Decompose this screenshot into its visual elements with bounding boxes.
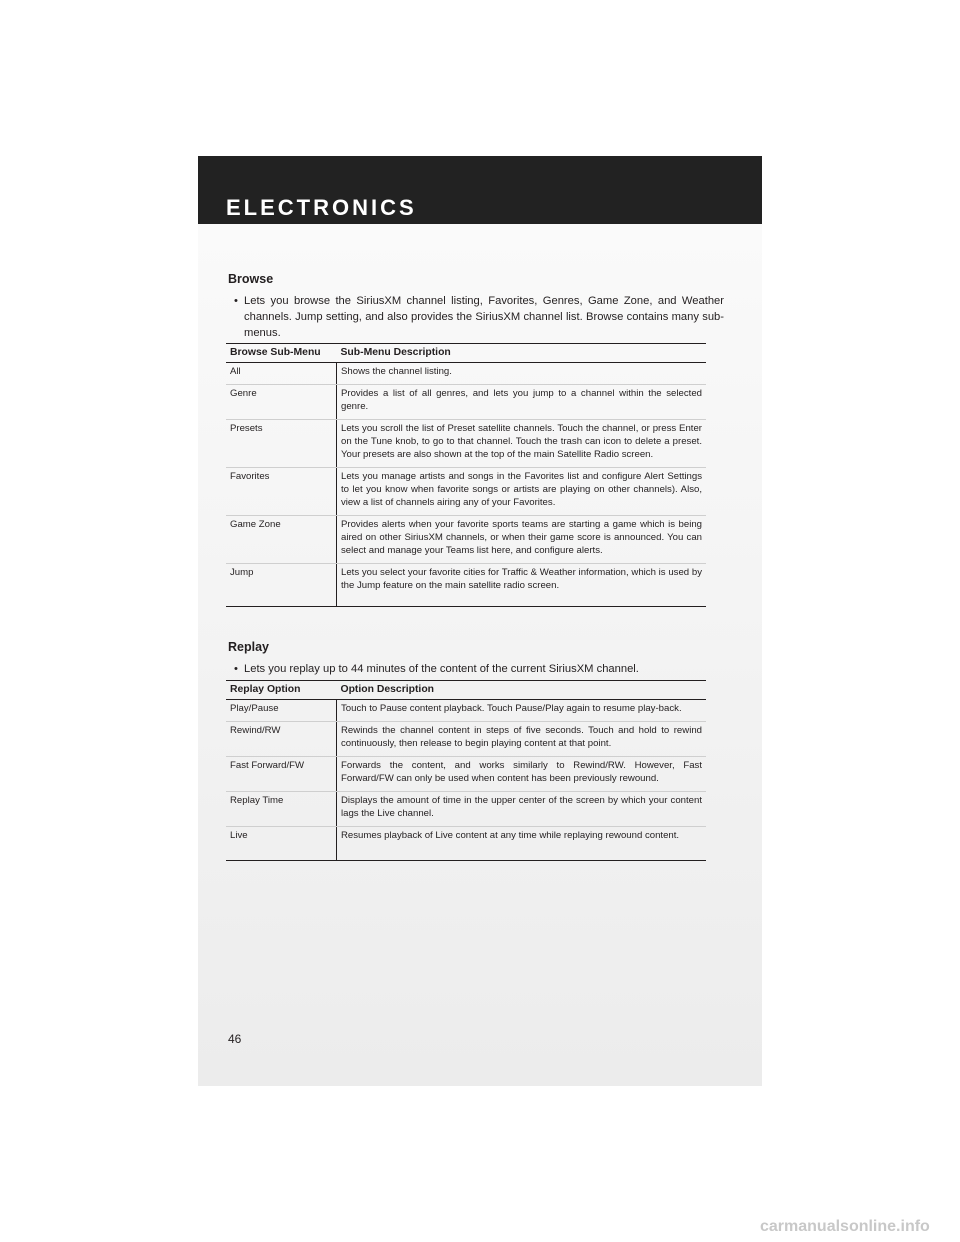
table-cell: Game Zone xyxy=(226,516,337,564)
table-cell: Shows the channel listing. xyxy=(337,363,707,385)
table-cell: Genre xyxy=(226,385,337,420)
section-title-electronics: ELECTRONICS xyxy=(226,195,417,220)
table-cell: Provides a list of all genres, and lets you jump to a channel within the selected genre. xyxy=(337,385,707,420)
table-cell: Lets you select your favorite cities for Traffic & Weather information, which is used by the Jump feature on the main satellite radio screen. xyxy=(337,564,707,607)
browse-submenu-table xyxy=(226,343,706,607)
table-cell: Jump xyxy=(226,564,337,607)
watermark-text: carmanualsonline.info xyxy=(760,1218,930,1235)
table-cell: Rewind/RW xyxy=(226,722,337,757)
table-row xyxy=(226,722,706,757)
table-cell: Rewinds the channel content in steps of five seconds. Touch and hold to rewind continuously, then release to begin playing content at that point. xyxy=(337,722,707,757)
replay-bullet-text: Lets you replay up to 44 minutes of the content of the current SiriusXM channel. xyxy=(244,663,639,675)
bullet-dot-icon: • xyxy=(234,295,238,307)
table-row xyxy=(226,564,706,607)
table-cell: Lets you scroll the list of Preset satellite channels. Touch the channel, or press Enter on the Tune knob, to go to that channel. Touch the trash can icon to delete a preset. Your presets are also shown at the top of the main Satellite Radio screen. xyxy=(337,420,707,468)
bullet-dot-icon: • xyxy=(234,663,238,675)
table-cell: Play/Pause xyxy=(226,700,337,722)
table-row xyxy=(226,757,706,792)
browse-heading: Browse xyxy=(228,272,274,286)
table-row xyxy=(226,516,706,564)
table-row xyxy=(226,363,706,385)
browse-bullet xyxy=(228,293,724,341)
section-header-bar xyxy=(198,156,762,224)
replay-bullet xyxy=(228,661,724,677)
table-row xyxy=(226,420,706,468)
table-cell: Forwards the content, and works similarly to Rewind/RW. However, Fast Forward/FW can only be used when content has been previously rewound. xyxy=(337,757,707,792)
table-cell: Touch to Pause content playback. Touch Pause/Play again to resume play-back. xyxy=(337,700,707,722)
table-cell: Live xyxy=(226,827,337,861)
table-row xyxy=(226,700,706,722)
table-cell: Replay Time xyxy=(226,792,337,827)
table-cell: Fast Forward/FW xyxy=(226,757,337,792)
table-cell: Provides alerts when your favorite sports teams are starting a game which is being aired on other SiriusXM channels, or when their game score is announced. You can select and manage your Teams list here, and configure alerts. xyxy=(337,516,707,564)
table-cell: Lets you manage artists and songs in the Favorites list and configure Alert Settings to let you know when favorite songs or artists are playing on other channels). Also, view a list of channels airing any of your Favorites. xyxy=(337,468,707,516)
page-number: 46 xyxy=(228,1032,242,1046)
table-row xyxy=(226,468,706,516)
table-row xyxy=(226,792,706,827)
table-cell: Displays the amount of time in the upper center of the screen by which your content lags the Live channel. xyxy=(337,792,707,827)
table-row xyxy=(226,385,706,420)
browse-bullet-text: Lets you browse the SiriusXM channel listing, Favorites, Genres, Game Zone, and Weather channels. Jump setting, and also provides the SiriusXM channel list. Browse contains many sub-menus. xyxy=(244,295,724,339)
table-cell: Presets xyxy=(226,420,337,468)
column-header: Replay Option xyxy=(226,681,337,700)
column-header: Browse Sub-Menu xyxy=(226,344,337,363)
column-header: Sub-Menu Description xyxy=(337,344,707,363)
table-header-row xyxy=(226,681,706,700)
replay-option-table xyxy=(226,680,706,861)
table-header-row xyxy=(226,344,706,363)
table-cell: All xyxy=(226,363,337,385)
table-row xyxy=(226,827,706,861)
column-header: Option Description xyxy=(337,681,707,700)
replay-heading: Replay xyxy=(228,640,269,654)
table-cell: Resumes playback of Live content at any time while replaying rewound content. xyxy=(337,827,707,861)
manual-page xyxy=(198,156,762,1086)
table-cell: Favorites xyxy=(226,468,337,516)
